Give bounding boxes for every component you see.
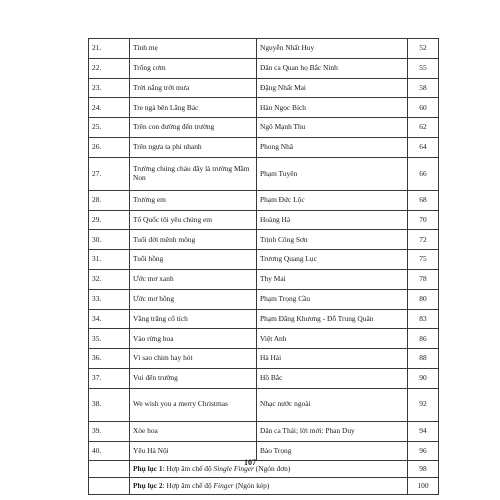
page-ref: 55	[408, 58, 439, 78]
table-row	[89, 58, 439, 78]
song-title: Tre ngà bên Lăng Bác	[130, 98, 257, 118]
appendix-suffix: (Ngón đơn)	[253, 464, 291, 474]
song-number: 36.	[89, 349, 130, 369]
page-ref: 80	[408, 289, 439, 309]
song-author: Nhạc nước ngoài	[257, 388, 408, 421]
song-author: Hà Hải	[257, 349, 408, 369]
table-row	[89, 269, 439, 289]
song-number: 23.	[89, 78, 130, 98]
page-ref: 86	[408, 329, 439, 349]
appendix-mode: Single Finger	[213, 464, 254, 474]
song-title: Vào rừng hoa	[130, 329, 257, 349]
song-title: Ước mơ xanh	[130, 269, 257, 289]
song-title: Tuổi đời mênh mông	[130, 230, 257, 250]
song-author: Hoàng Hà	[257, 210, 408, 230]
appendix-text	[130, 478, 408, 495]
page-ref: 96	[408, 441, 439, 461]
table-row	[89, 157, 439, 190]
song-number: 32.	[89, 269, 130, 289]
song-author: Phạm Đức Lộc	[257, 190, 408, 210]
song-number: 21.	[89, 39, 130, 59]
page-ref: 70	[408, 210, 439, 230]
page-ref: 88	[408, 349, 439, 369]
song-author: Hồ Bắc	[257, 368, 408, 388]
song-number: 34.	[89, 309, 130, 329]
page-ref: 64	[408, 137, 439, 157]
song-number: 38.	[89, 388, 130, 421]
page-ref: 68	[408, 190, 439, 210]
song-number: 28.	[89, 190, 130, 210]
table-row	[89, 289, 439, 309]
table-row	[89, 388, 439, 421]
song-title: Vui đến trường	[130, 368, 257, 388]
song-author: Dân ca Quan họ Bắc Ninh	[257, 58, 408, 78]
song-number: 39.	[89, 421, 130, 441]
page-ref: 52	[408, 39, 439, 59]
song-title: Yêu Hà Nội	[130, 441, 257, 461]
song-title: Trên con đường đến trường	[130, 118, 257, 138]
appendix-mode: Finger	[213, 481, 234, 491]
song-author: Việt Anh	[257, 329, 408, 349]
appendix-suffix: (Ngón kép)	[233, 481, 270, 491]
empty-cell	[89, 478, 130, 495]
table-row	[89, 421, 439, 441]
page-ref: 60	[408, 98, 439, 118]
table-row	[89, 137, 439, 157]
song-number: 30.	[89, 230, 130, 250]
toc-body	[89, 39, 439, 495]
song-title: Trời nắng trời mưa	[130, 78, 257, 98]
song-author: Phạm Trọng Cầu	[257, 289, 408, 309]
song-author: Phong Nhã	[257, 137, 408, 157]
table-row	[89, 349, 439, 369]
table-row	[89, 368, 439, 388]
table-row	[89, 230, 439, 250]
song-author: Phạm Tuyên	[257, 157, 408, 190]
song-number: 37.	[89, 368, 130, 388]
page-ref: 92	[408, 388, 439, 421]
table-row	[89, 118, 439, 138]
song-title: Xòe hoa	[130, 421, 257, 441]
table-row	[89, 190, 439, 210]
song-number: 40.	[89, 441, 130, 461]
appendix-label: Phụ lục 2	[133, 481, 163, 491]
song-title: We wish you a merry Christmas	[130, 388, 257, 421]
song-number: 25.	[89, 118, 130, 138]
appendix-row	[89, 478, 439, 495]
page-ref: 58	[408, 78, 439, 98]
page-ref: 90	[408, 368, 439, 388]
page-ref: 78	[408, 269, 439, 289]
table-row	[89, 98, 439, 118]
appendix-desc: : Hợp âm chế độ	[162, 481, 214, 491]
page-ref: 72	[408, 230, 439, 250]
song-author: Thy Mai	[257, 269, 408, 289]
song-title: Tình mẹ	[130, 39, 257, 59]
song-number: 26.	[89, 137, 130, 157]
page-ref: 94	[408, 421, 439, 441]
table-row	[89, 250, 439, 270]
song-title: Vầng trăng cổ tích	[130, 309, 257, 329]
song-number: 24.	[89, 98, 130, 118]
song-author: Hàn Ngọc Bích	[257, 98, 408, 118]
song-author: Trịnh Công Sơn	[257, 230, 408, 250]
song-number: 31.	[89, 250, 130, 270]
song-number: 29.	[89, 210, 130, 230]
song-number: 35.	[89, 329, 130, 349]
song-title: Tổ Quốc tôi yêu chúng em	[130, 210, 257, 230]
song-author: Phạm Đăng Khương - Đỗ Trung Quân	[257, 309, 408, 329]
page-ref: 62	[408, 118, 439, 138]
song-title: Vì sao chim hay hót	[130, 349, 257, 369]
song-title: Trường em	[130, 190, 257, 210]
table-row	[89, 309, 439, 329]
song-number: 27.	[89, 157, 130, 190]
page-ref: 66	[408, 157, 439, 190]
song-author: Ngô Mạnh Thu	[257, 118, 408, 138]
table-row	[89, 210, 439, 230]
song-author: Dân ca Thái; lời mới: Phan Duy	[257, 421, 408, 441]
page-ref: 75	[408, 250, 439, 270]
table-row	[89, 329, 439, 349]
page-ref: 83	[408, 309, 439, 329]
table-of-contents	[88, 38, 439, 495]
song-author: Trương Quang Lục	[257, 250, 408, 270]
song-author: Nguyễn Nhất Huy	[257, 39, 408, 59]
page-ref: 98	[408, 461, 439, 478]
song-author: Bảo Trọng	[257, 441, 408, 461]
song-number: 22.	[89, 58, 130, 78]
table-row	[89, 39, 439, 59]
page-number: 107	[244, 458, 256, 467]
appendix-label: Phụ lục 1	[133, 464, 163, 474]
page-ref: 100	[408, 478, 439, 495]
song-title: Trường chúng cháu đây là trường Mầm Non	[130, 157, 257, 190]
song-title: Trên ngựa ta phi nhanh	[130, 137, 257, 157]
song-title: Trống cơm	[130, 58, 257, 78]
song-number: 33.	[89, 289, 130, 309]
table-row	[89, 78, 439, 98]
song-title: Ước mơ hồng	[130, 289, 257, 309]
appendix-desc: : Hợp âm chế độ	[162, 464, 214, 474]
song-title: Tuổi hồng	[130, 250, 257, 270]
song-author: Đặng Nhất Mai	[257, 78, 408, 98]
